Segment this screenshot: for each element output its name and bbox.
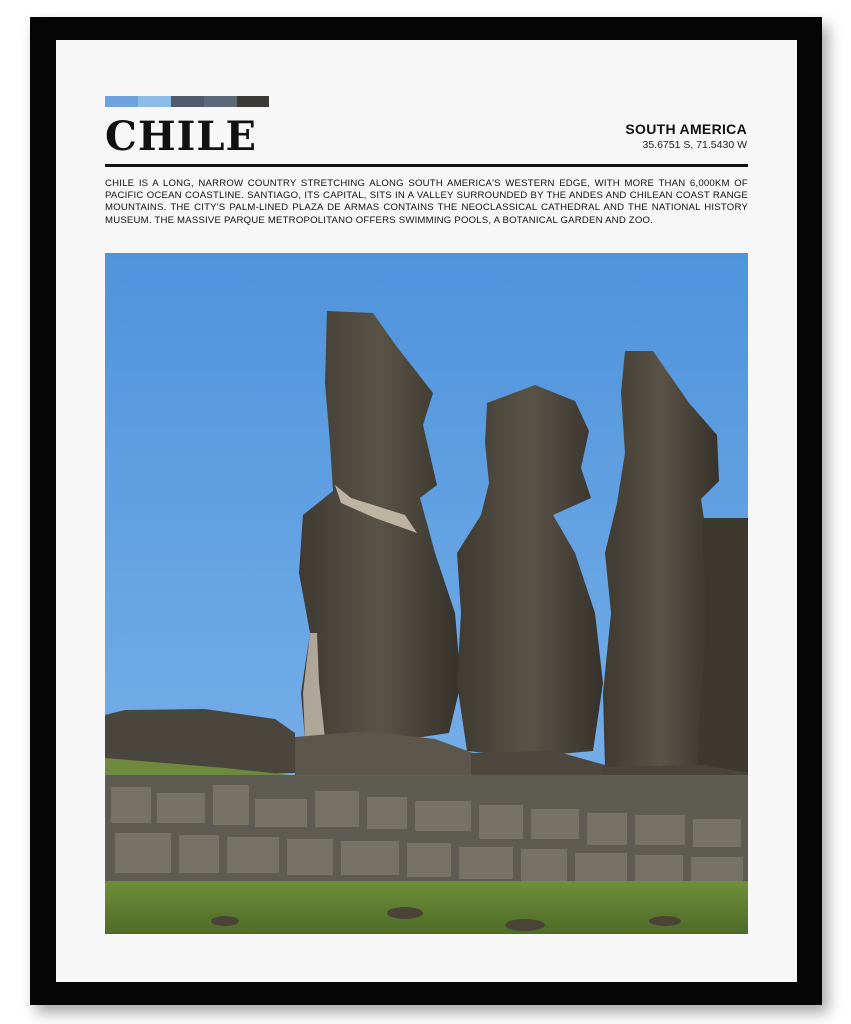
region-label: SOUTH AMERICA — [625, 121, 747, 137]
palette-swatch — [171, 96, 204, 107]
palette-swatch — [138, 96, 171, 107]
palette-swatch — [204, 96, 237, 107]
palette-swatch — [237, 96, 269, 107]
poster-title: CHILE — [105, 113, 257, 160]
coordinates-label: 35.6751 S, 71.5430 W — [642, 139, 747, 151]
palette-swatch — [105, 96, 138, 107]
description-text: CHILE IS A LONG, NARROW COUNTRY STRETCHING ALONG SOUTH AMERICA'S WESTERN EDGE, WITH MORE THAN 6,000KM OF PACIFIC OCEAN COASTLINE. SANTIAGO, ITS CAPITAL, SITS IN A VALLEY SURROUNDED BY THE ANDES AND CHILEAN COAST RANGE MOUNTAINS. THE CITY'S PALM-LINED PLAZA DE ARMAS CONTAINS THE NEOCLASSICAL CATHEDRAL AND THE NATIONAL HISTORY MUSEUM. THE MASSIVE PARQUE METROPOLITANO OFFERS SWIMMING POOLS, A BOTANICAL GARDEN AND ZOO. — [105, 178, 748, 226]
divider-rule — [105, 164, 748, 167]
moai-photo — [105, 253, 748, 934]
color-palette — [105, 96, 269, 107]
